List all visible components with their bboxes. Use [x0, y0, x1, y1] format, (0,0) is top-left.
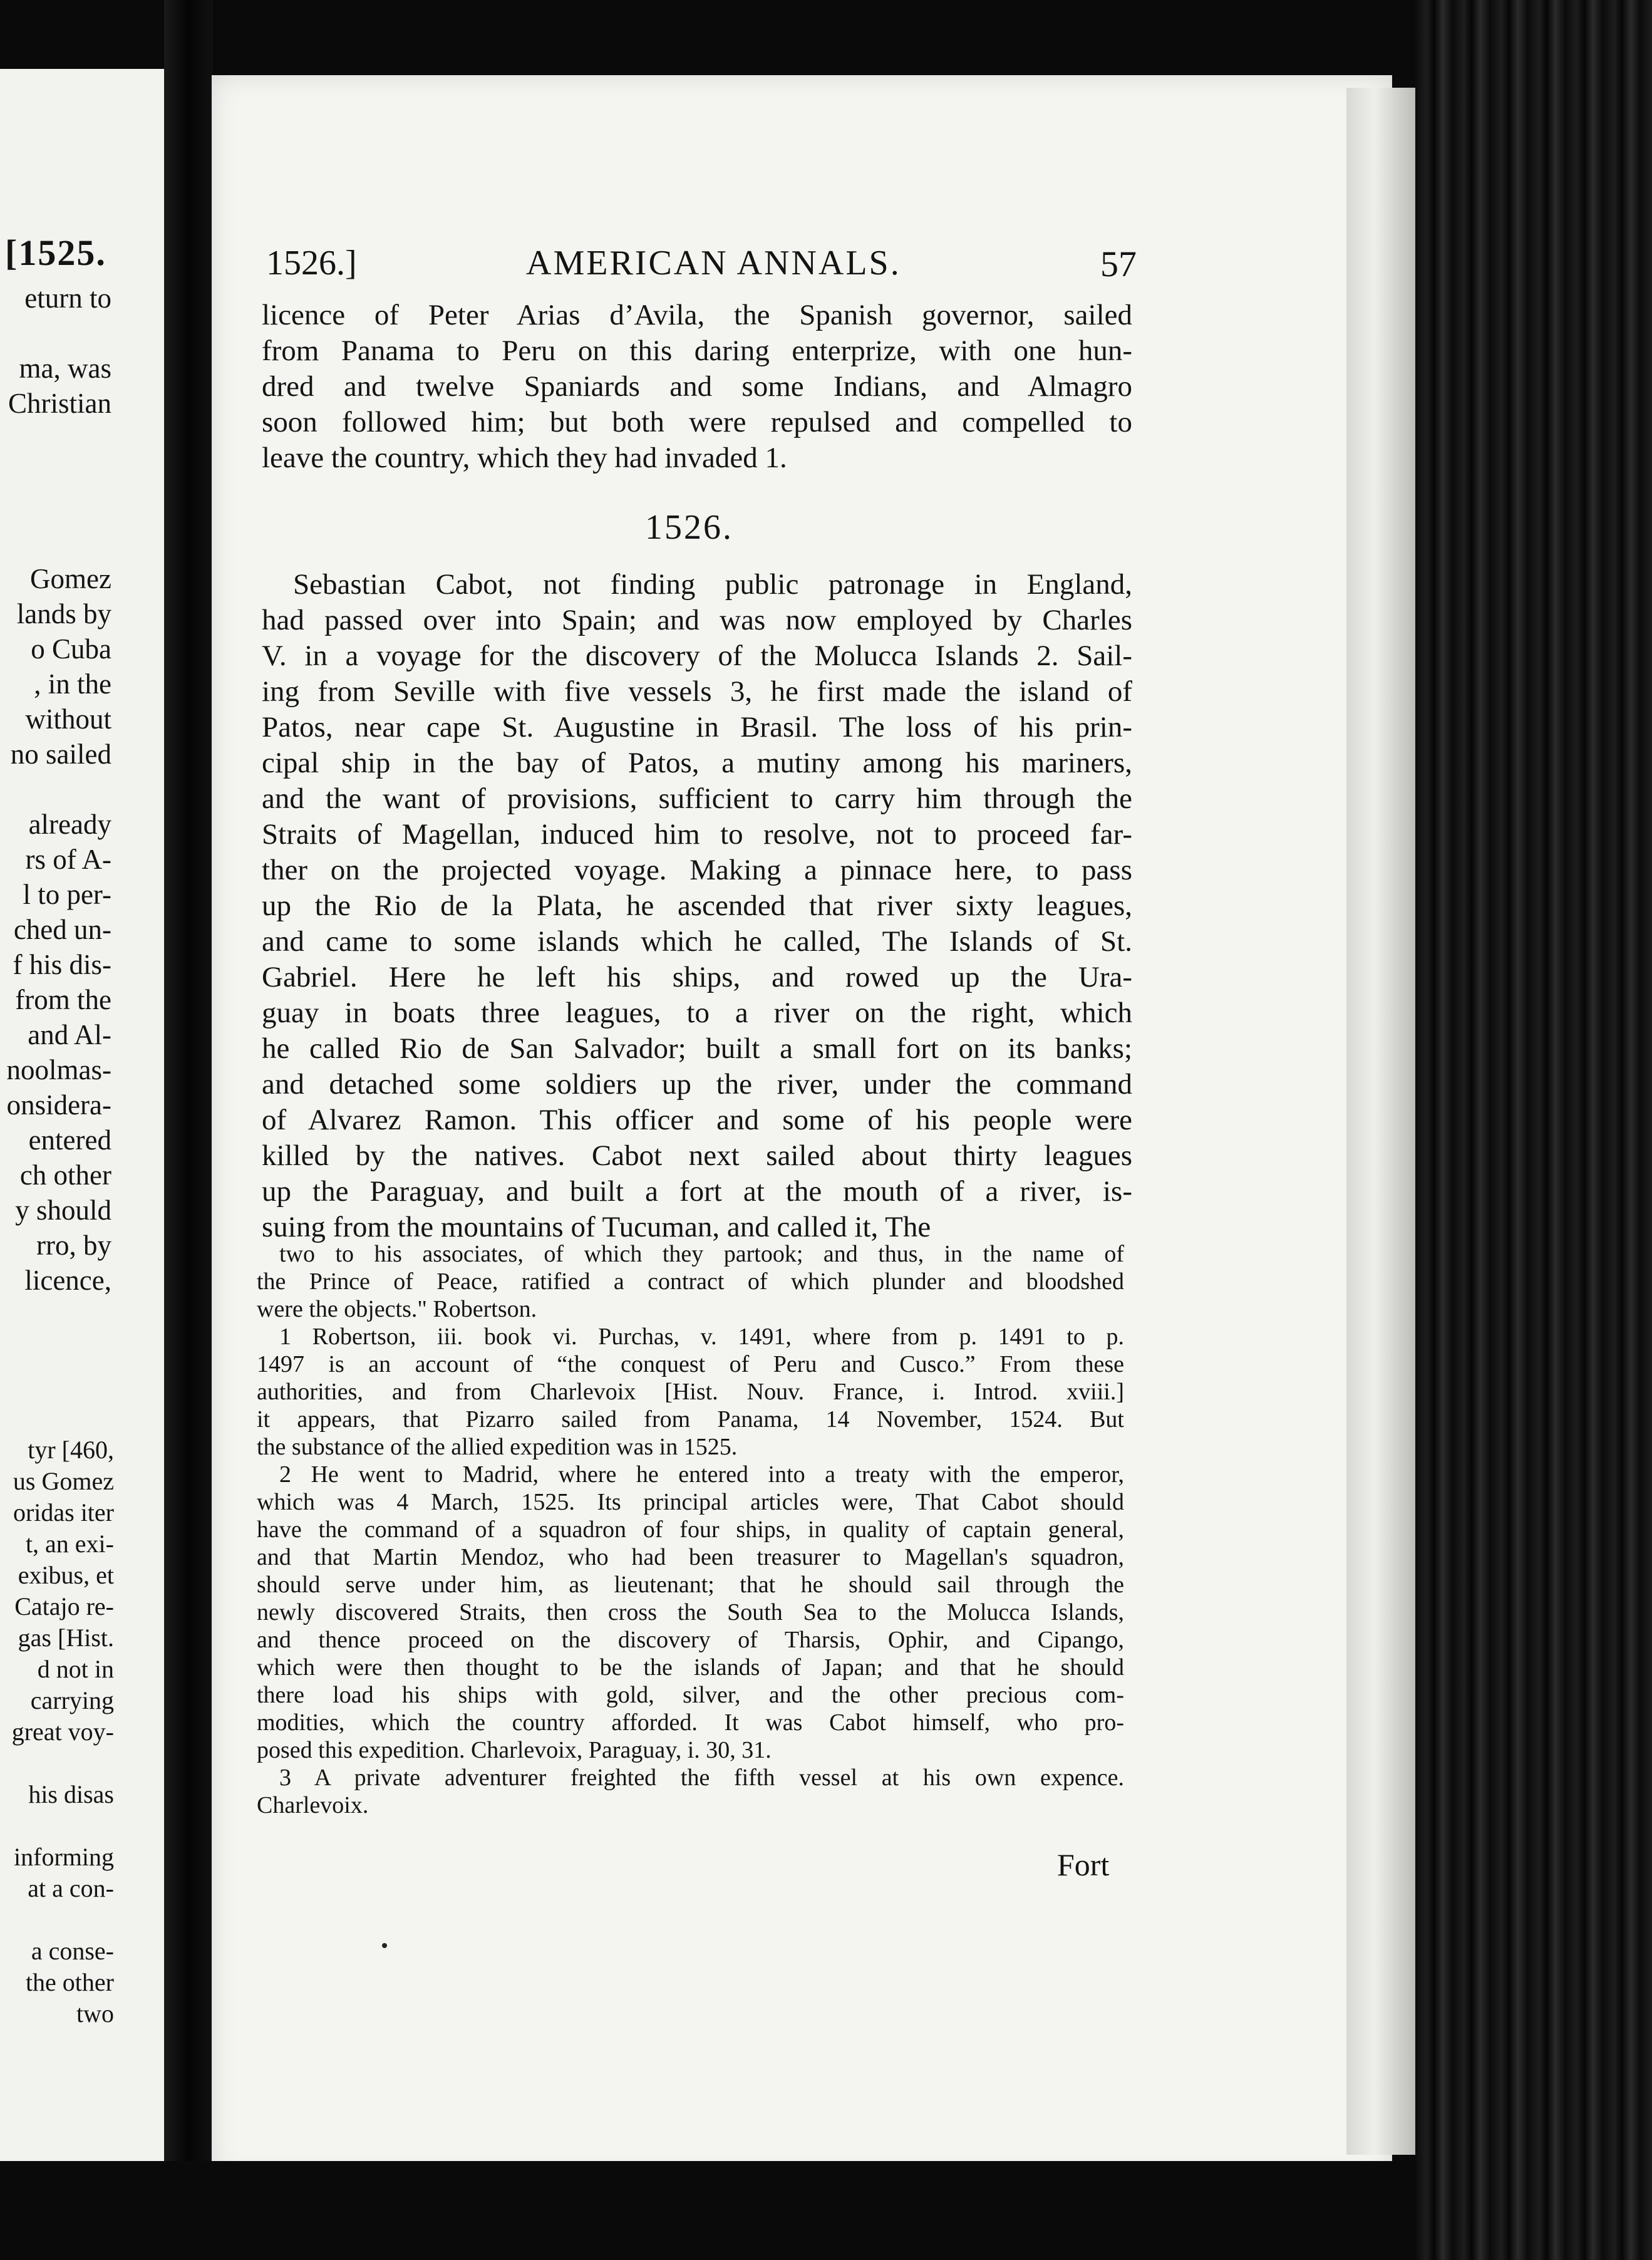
facing-page-line: already — [28, 809, 111, 840]
footnote-line: the Prince of Peace, ratified a contract of which plunder and bloodshed — [257, 1268, 1124, 1295]
facing-page-notes — [12, 1434, 114, 2029]
facing-page-line: eturn to — [24, 282, 111, 314]
footnote-line: which were then thought to be the islands of Japan; and that he should — [257, 1654, 1124, 1681]
facing-page-line: Catajo re- — [14, 1592, 114, 1620]
footnote-line: the substance of the allied expedition was in 1525. — [257, 1434, 738, 1460]
paragraph-line: Sebastian Cabot, not finding public patronage in England, — [293, 568, 1132, 601]
paragraph-line: ing from Seville with five vessels 3, he first made the island of — [262, 675, 1132, 708]
paragraph-line: up the Paraguay, and built a fort at the mouth of a river, is- — [262, 1175, 1132, 1208]
facing-page-line: tyr [460, — [28, 1436, 114, 1464]
paragraph-line: Gabriel. Here he left his ships, and rowed up the Ura- — [262, 961, 1132, 993]
paragraph-line: leave the country, which they had invaded 1. — [262, 442, 787, 474]
footnote-line: 3 A private adventurer freighted the fifth vessel at his own expence. — [279, 1765, 1124, 1791]
facing-page-line: no sailed — [10, 739, 111, 770]
footnote-line: 1 Robertson, iii. book vi. Purchas, v. 1491, where from p. 1491 to p. — [279, 1324, 1124, 1350]
facing-page-line: Gomez — [30, 563, 111, 594]
paragraph-line: cipal ship in the bay of Patos, a mutiny among his mariners, — [262, 747, 1132, 779]
footnote-line: there load his ships with gold, silver, and the other precious com- — [257, 1682, 1124, 1708]
facing-page-running-head: [1525. — [5, 232, 106, 273]
facing-page-line: from the — [15, 984, 111, 1015]
facing-page-line — [12, 1748, 114, 1779]
footnote-line: 2 He went to Madrid, where he entered into a treaty with the emperor, — [279, 1461, 1124, 1488]
bottom-shadow — [164, 2161, 1417, 2260]
facing-page-line: t, an exi- — [25, 1530, 114, 1558]
facing-page-line: noolmas- — [6, 1054, 111, 1086]
paragraph-line: suing from the mountains of Tucuman, and called it, The — [262, 1211, 931, 1243]
footnote-line: should serve under him, as lieutenant; that he should sail through the — [257, 1572, 1124, 1598]
paragraph-line: and detached some soldiers up the river, under the command — [262, 1068, 1132, 1101]
footnote-line: modities, which the country afforded. It was Cabot himself, who pro- — [257, 1709, 1124, 1736]
footnote-line: have the command of a squadron of four ships, in quality of captain general, — [257, 1516, 1124, 1543]
footnote-line: were the objects." Robertson. — [257, 1296, 537, 1322]
paragraph-line: and came to some islands which he called, The Islands of St. — [262, 925, 1132, 958]
facing-page-line: o Cuba — [31, 633, 111, 665]
facing-page-line: gas [Hist. — [18, 1624, 114, 1652]
top-paragraph — [262, 298, 1132, 476]
facing-page-line — [12, 1904, 114, 1936]
facing-page-line: at a con- — [28, 1874, 114, 1902]
paragraph-line: Straits of Magellan, induced him to resolve, not to proceed far- — [262, 818, 1132, 851]
facing-page-line — [12, 1810, 114, 1842]
paragraph-line: of Alvarez Ramon. This officer and some of his people were — [262, 1104, 1132, 1136]
facing-page-line: Christian — [8, 388, 111, 419]
gutter-shadow — [164, 0, 213, 2260]
facing-page-line: his disas — [28, 1780, 114, 1808]
facing-page-line: l to per- — [23, 879, 111, 910]
footnote-line: 1497 is an account of “the conquest of Peru and Cusco.” From these — [257, 1351, 1124, 1377]
facing-page-line: rs of A- — [25, 844, 111, 875]
facing-page-line: oridas iter — [13, 1498, 114, 1527]
facing-page-line: lands by — [16, 598, 111, 630]
paragraph-line: Patos, near cape St. Augustine in Brasil. The loss of his prin- — [262, 711, 1132, 744]
paragraph-line: dred and twelve Spaniards and some Indians, and Almagro — [262, 370, 1132, 403]
footnote-line: which was 4 March, 1525. Its principal articles were, That Cabot should — [257, 1489, 1124, 1515]
page-edge — [1346, 88, 1415, 2155]
facing-page-line — [7, 456, 111, 491]
facing-page-line: informing — [14, 1843, 114, 1871]
paragraph-line: up the Rio de la Plata, he ascended that river sixty leagues, — [262, 889, 1132, 922]
footnote-line: and that Martin Mendoz, who had been treasurer to Magellan's squadron, — [257, 1544, 1124, 1570]
facing-page-line: exibus, et — [18, 1561, 114, 1589]
paragraph-line: he called Rio de San Salvador; built a small fort on its banks; — [262, 1032, 1132, 1065]
catchword: Fort — [1057, 1847, 1110, 1882]
facing-page-line: f his dis- — [13, 949, 111, 980]
facing-page-line: ma, was — [19, 353, 111, 384]
facing-page-line: without — [25, 703, 111, 735]
facing-page-text — [7, 281, 111, 1298]
paragraph-line: had passed over into Spain; and was now employed by Charles — [262, 604, 1132, 636]
paragraph-line: licence of Peter Arias d’Avila, the Spanish governor, sailed — [262, 299, 1132, 331]
facing-page-line: entered — [28, 1124, 111, 1156]
facing-page-line: two — [76, 1999, 114, 2028]
facing-page-line: onsidera- — [6, 1089, 111, 1121]
facing-page-line: d not in — [37, 1655, 114, 1683]
facing-page-line — [7, 421, 111, 456]
paragraph-line: killed by the natives. Cabot next sailed about thirty leagues — [262, 1139, 1132, 1172]
running-head-year: 1526.] — [266, 244, 357, 282]
book-binding — [1415, 0, 1652, 2260]
facing-page-line: rro, by — [36, 1230, 111, 1261]
facing-page-line: carrying — [30, 1686, 114, 1714]
footnote-line: newly discovered Straits, then cross the South Sea to the Molucca Islands, — [257, 1599, 1124, 1625]
footnote-line: it appears, that Pizarro sailed from Panama, 14 November, 1524. But — [257, 1406, 1124, 1433]
paragraph-line: from Panama to Peru on this daring enterprize, with one hun- — [262, 334, 1132, 367]
facing-page-line: and Al- — [28, 1019, 111, 1050]
paragraph-line: ther on the projected voyage. Making a pinnace here, to pass — [262, 854, 1132, 886]
facing-page — [0, 69, 164, 2161]
footnote-line: two to his associates, of which they partook; and thus, in the name of — [279, 1241, 1124, 1267]
main-paragraph — [262, 567, 1132, 1245]
page-number: 57 — [1100, 244, 1137, 284]
facing-page-line: a conse- — [31, 1937, 114, 1965]
footnotes — [257, 1240, 1124, 1819]
paragraph-line: V. in a voyage for the discovery of the Molucca Islands 2. Sail- — [262, 640, 1132, 672]
footnote-line: Charlevoix. — [257, 1792, 369, 1818]
footnote-line: and thence proceed on the discovery of Tharsis, Ophir, and Cipango, — [257, 1627, 1124, 1653]
facing-page-line: licence, — [24, 1265, 111, 1296]
facing-page-line — [7, 526, 111, 561]
ink-speck — [382, 1943, 387, 1948]
paragraph-line: and the want of provisions, sufficient to carry him through the — [262, 782, 1132, 815]
running-head — [266, 243, 1143, 293]
facing-page-line: ch other — [19, 1159, 111, 1191]
facing-page-line — [7, 316, 111, 351]
facing-page-line — [7, 491, 111, 526]
facing-page-line: , in the — [34, 668, 111, 700]
footnote-line: authorities, and from Charlevoix [Hist. Nouv. France, i. Introd. xviii.] — [257, 1379, 1124, 1405]
facing-page-line — [7, 772, 111, 807]
facing-page-line: the other — [25, 1968, 114, 1996]
facing-page-line: y should — [15, 1195, 111, 1226]
paragraph-line: soon followed him; but both were repulsed and compelled to — [262, 406, 1132, 438]
paragraph-line: guay in boats three leagues, to a river on the right, which — [262, 997, 1132, 1029]
facing-page-line: us Gomez — [13, 1467, 114, 1495]
year-heading: 1526. — [645, 508, 733, 547]
facing-page-line: great voy- — [11, 1718, 114, 1746]
facing-page-line: ched un- — [13, 914, 111, 945]
running-head-title: AMERICAN ANNALS. — [526, 244, 901, 282]
footnote-line: posed this expedition. Charlevoix, Paraguay, i. 30, 31. — [257, 1737, 772, 1763]
